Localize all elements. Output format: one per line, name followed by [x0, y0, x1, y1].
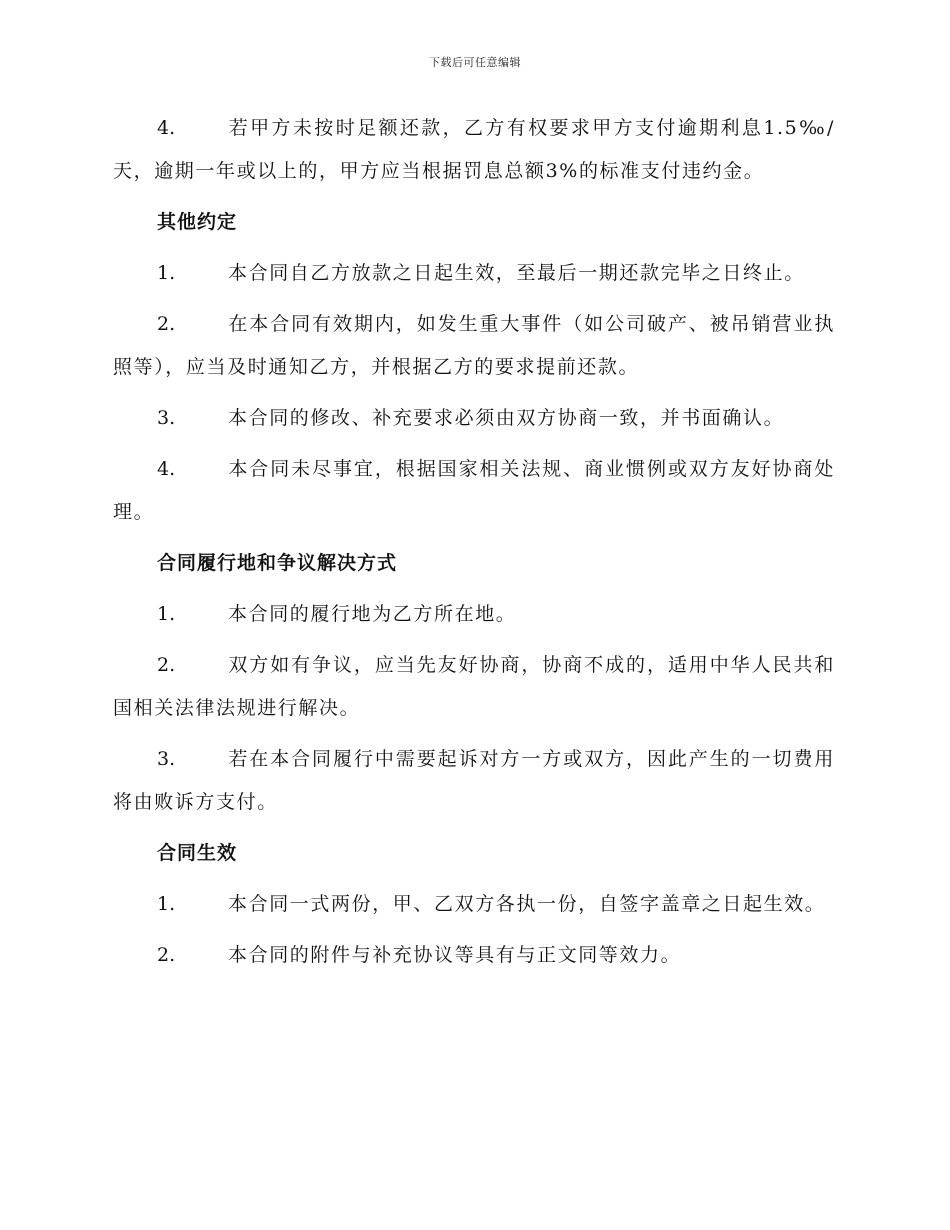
clause-item	[113, 448, 835, 534]
clause-item	[113, 252, 835, 295]
clause-number: 2.	[157, 654, 176, 676]
clause-text: 本合同自乙方放款之日起生效，至最后一期还款完毕之日终止。	[228, 262, 805, 284]
clause-item	[113, 738, 835, 824]
clause-item	[113, 934, 835, 977]
clause-text: 在本合同有效期内，如发生重大事件（如公司破产、被吊销营业执照等），应当及时通知乙方，并根据乙方的要求提前还款。	[113, 313, 835, 378]
section-heading-dispute-resolution: 合同履行地和争议解决方式	[157, 552, 398, 574]
clause-number: 1.	[157, 893, 176, 915]
clause-item	[113, 303, 835, 389]
clause-text: 本合同的履行地为乙方所在地。	[228, 603, 517, 625]
section-heading-other-agreements: 其他约定	[157, 211, 238, 233]
clause-text: 本合同一式两份，甲、乙双方各执一份，自签字盖章之日起生效。	[228, 893, 826, 915]
document-body	[113, 107, 835, 985]
page-header: 下载后可任意编辑	[429, 56, 521, 69]
clause-text: 本合同的修改、补充要求必须由双方协商一致，并书面确认。	[228, 407, 785, 429]
clause-number: 2.	[157, 313, 176, 335]
clause-number: 3.	[157, 407, 176, 429]
clause-text: 若甲方未按时足额还款，乙方有权要求甲方支付逾期利息1.5‰/天，逾期一年或以上的，甲方应当根据罚息总额3%的标准支付违约金。	[113, 117, 835, 182]
clause-number: 4.	[157, 117, 176, 139]
clause-number: 1.	[157, 262, 176, 284]
clause-number: 1.	[157, 603, 176, 625]
clause-number: 4.	[157, 458, 176, 480]
clause-item	[113, 397, 835, 440]
clause-number: 2.	[157, 944, 176, 966]
section-heading-contract-effect: 合同生效	[157, 842, 238, 864]
clause-text: 若在本合同履行中需要起诉对方一方或双方，因此产生的一切费用将由败诉方支付。	[113, 748, 835, 813]
clause-item	[113, 883, 835, 926]
clause-item	[113, 644, 835, 730]
clause-text: 本合同的附件与补充协议等具有与正文同等效力。	[228, 944, 682, 966]
clause-item	[113, 593, 835, 636]
clause-text: 本合同未尽事宜，根据国家相关法规、商业惯例或双方友好协商处理。	[113, 458, 835, 523]
clause-item	[113, 107, 835, 193]
clause-text: 双方如有争议，应当先友好协商，协商不成的，适用中华人民共和国相关法律法规进行解决。	[113, 654, 835, 719]
clause-number: 3.	[157, 748, 176, 770]
